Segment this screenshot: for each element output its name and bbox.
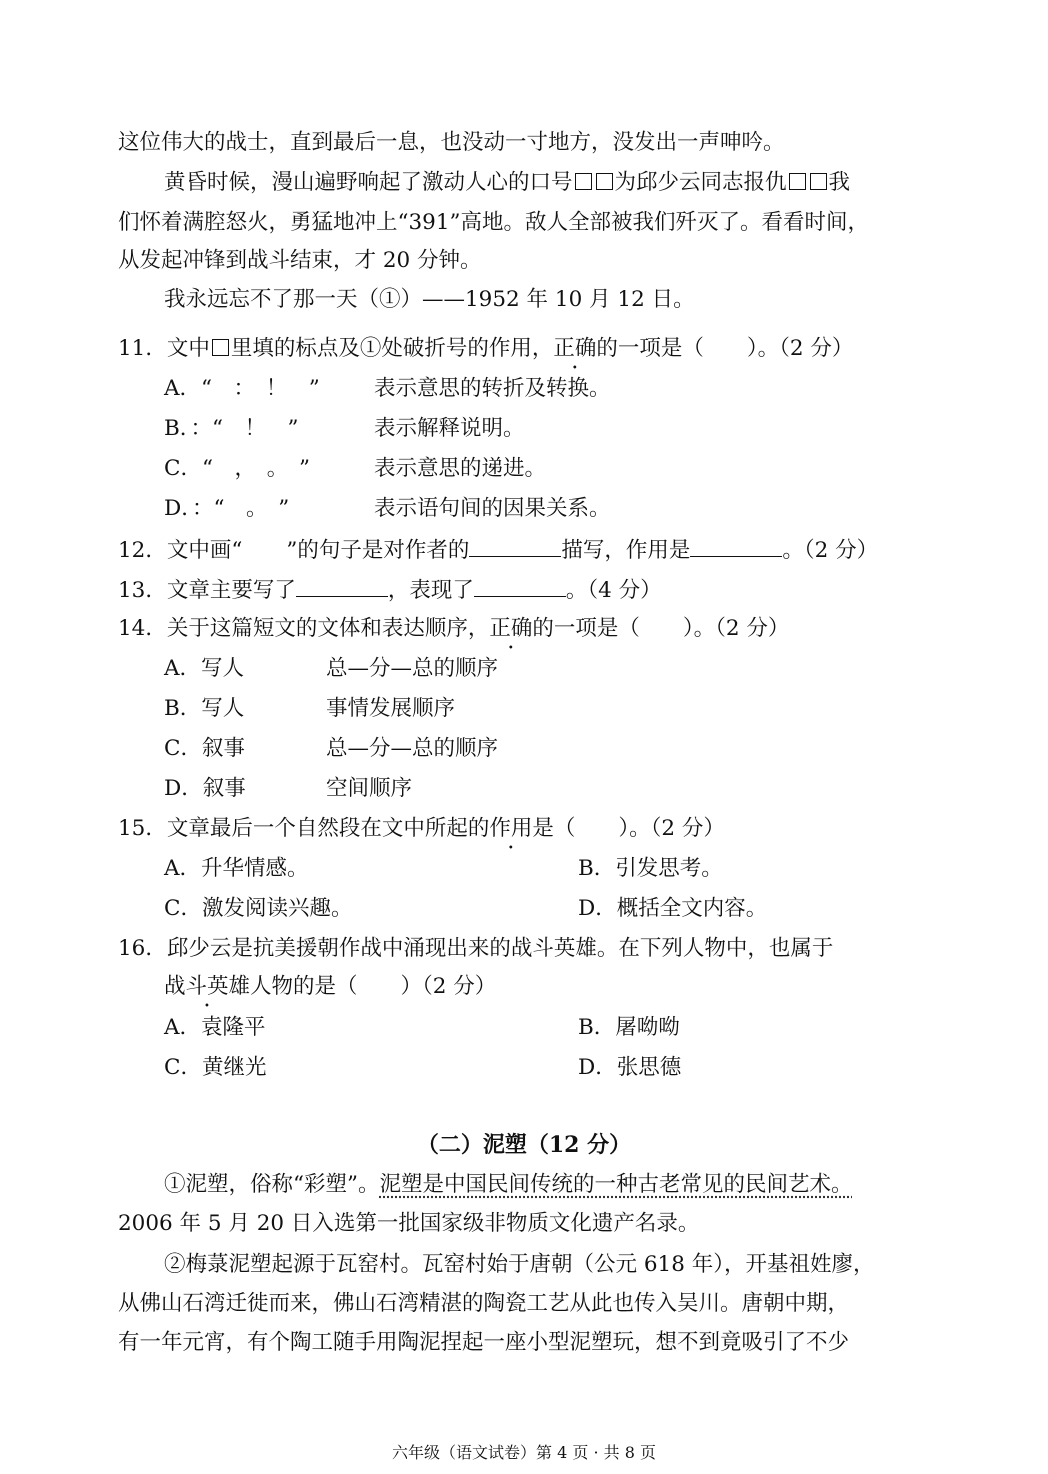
option-c[interactable]: C．叙事 <box>164 736 245 761</box>
option-c-text: 表示意思的递进。 <box>374 456 547 481</box>
passage-line: 我永远忘不了那一天（①）——1952 年 10 月 12 日。 <box>164 287 695 312</box>
blank-box <box>789 173 806 190</box>
question-text: 里填的标点及①处破折号的作用， <box>230 336 554 361</box>
section-heading: （二）泥塑（12 分） <box>416 1132 632 1158</box>
question-text: 人物的是（ ）（2 分） <box>250 974 497 999</box>
passage-text: 黄昏时候，漫山遍野响起了激动人心的口号 <box>164 170 573 195</box>
option-c[interactable]: C．激发阅读兴趣。 <box>164 896 353 921</box>
option-d-text: 空间顺序 <box>326 776 413 801</box>
emphasis-dots: 战斗英雄 <box>164 974 251 999</box>
passage-line: 从发起冲锋到战斗结束，才 20 分钟。 <box>118 248 482 273</box>
question-11 <box>118 334 853 364</box>
option-c[interactable] <box>164 454 310 484</box>
passage-line: 这位伟大的战士，直到最后一息，也没动一寸地方，没发出一声呻吟。 <box>118 130 785 155</box>
passage-line <box>164 1170 853 1200</box>
option-label: C．“ ， 。 ” <box>164 456 310 481</box>
passage-text: 为邱少云同志报仇 <box>614 170 787 195</box>
question-text: 12．文中画“ <box>118 538 243 563</box>
option-b[interactable]: B．写人 <box>164 696 245 721</box>
blank-box <box>596 173 613 190</box>
question-text: 。（2 分） <box>782 538 879 563</box>
question-16-cont <box>164 972 496 1002</box>
answer-blank[interactable] <box>474 574 566 597</box>
emphasis-dots: 正确 <box>553 336 597 361</box>
passage-line: 们怀着满腔怒火，勇猛地冲上“391”高地。敌人全部被我们歼灭了。看看时间， <box>118 210 870 235</box>
blank-box <box>575 173 592 190</box>
option-label: B．：“ ！ ” <box>164 416 299 441</box>
option-a[interactable]: A．袁隆平 <box>164 1015 266 1040</box>
option-b[interactable]: B．屠呦呦 <box>578 1015 680 1040</box>
passage-text: 我 <box>828 170 851 195</box>
option-label: D．：“ 。 ” <box>164 496 290 521</box>
question-text: 。（4 分） <box>565 578 662 603</box>
option-d[interactable]: D．叙事 <box>164 776 246 801</box>
option-a[interactable]: A．写人 <box>164 656 245 681</box>
option-b-text: 表示解释说明。 <box>374 416 525 441</box>
passage-line: 2006 年 5 月 20 日入选第一批国家级非物质文化遗产名录。 <box>118 1211 700 1236</box>
answer-blank[interactable] <box>296 574 388 597</box>
question-12 <box>118 534 878 564</box>
blank-box <box>212 339 229 356</box>
question-text: 是（ ）。（2 分） <box>532 816 725 841</box>
underlined-sentence: 泥塑是中国民间传统的一种古老常见的民间艺术。 <box>379 1172 853 1197</box>
question-text: 11．文中 <box>118 336 210 361</box>
passage-line: 有一年元宵，有个陶工随手用陶泥捏起一座小型泥塑玩，想不到竟吸引了不少 <box>118 1330 850 1355</box>
passage-line: 从佛山石湾迁徙而来，佛山石湾精湛的陶瓷工艺从此也传入吴川。唐朝中期， <box>118 1291 850 1316</box>
option-a[interactable]: A．升华情感。 <box>164 856 309 881</box>
question-15 <box>118 814 725 844</box>
option-b-text: 事情发展顺序 <box>326 696 456 721</box>
answer-blank[interactable] <box>690 534 782 557</box>
option-d[interactable]: D．张思德 <box>578 1055 682 1080</box>
option-a-text: 表示意思的转折及转换。 <box>374 376 611 401</box>
option-d[interactable]: D．概括全文内容。 <box>578 896 768 921</box>
option-c-text: 总—分—总的顺序 <box>326 736 499 761</box>
answer-blank[interactable] <box>469 534 561 557</box>
question-16: 16．邱少云是抗美援朝作战中涌现出来的战斗英雄。在下列人物中，也属于 <box>118 936 834 961</box>
question-text: 14．关于这篇短文的文体和表达顺序， <box>118 616 490 641</box>
question-text: 15．文章最后一个自然段在文中所起的 <box>118 816 490 841</box>
emphasis-dots: 正确 <box>489 616 533 641</box>
wavy-line-sample <box>242 536 286 558</box>
option-b[interactable] <box>164 414 299 444</box>
option-b[interactable]: B．引发思考。 <box>578 856 723 881</box>
question-14 <box>118 614 789 644</box>
passage-line: ②梅菉泥塑起源于瓦窑村。瓦窑村始于唐朝（公元 618 年），开基祖姓廖， <box>164 1252 875 1277</box>
question-text: ，表现了 <box>387 578 474 603</box>
question-text: ”的句子是对作者的 <box>286 538 470 563</box>
option-a-text: 总—分—总的顺序 <box>326 656 499 681</box>
option-label: A．“ ： ！ ” <box>164 376 320 401</box>
emphasis-dots: 作用 <box>489 816 533 841</box>
question-text: 描写，作用是 <box>561 538 691 563</box>
question-text: 13．文章主要写了 <box>118 578 296 603</box>
page-footer: 六年级（语文试卷）第 4 页 · 共 8 页 <box>392 1443 656 1462</box>
question-text: 的一项是（ ）。（2 分） <box>532 616 790 641</box>
question-text: 的一项是（ ）。（2 分） <box>596 336 854 361</box>
blank-box <box>810 173 827 190</box>
passage-line <box>164 168 850 198</box>
passage-text: ①泥塑，俗称“彩塑”。 <box>164 1172 380 1197</box>
option-a[interactable] <box>164 374 320 404</box>
question-13 <box>118 574 662 604</box>
option-d[interactable] <box>164 494 289 524</box>
option-d-text: 表示语句间的因果关系。 <box>374 496 611 521</box>
option-c[interactable]: C．黄继光 <box>164 1055 267 1080</box>
